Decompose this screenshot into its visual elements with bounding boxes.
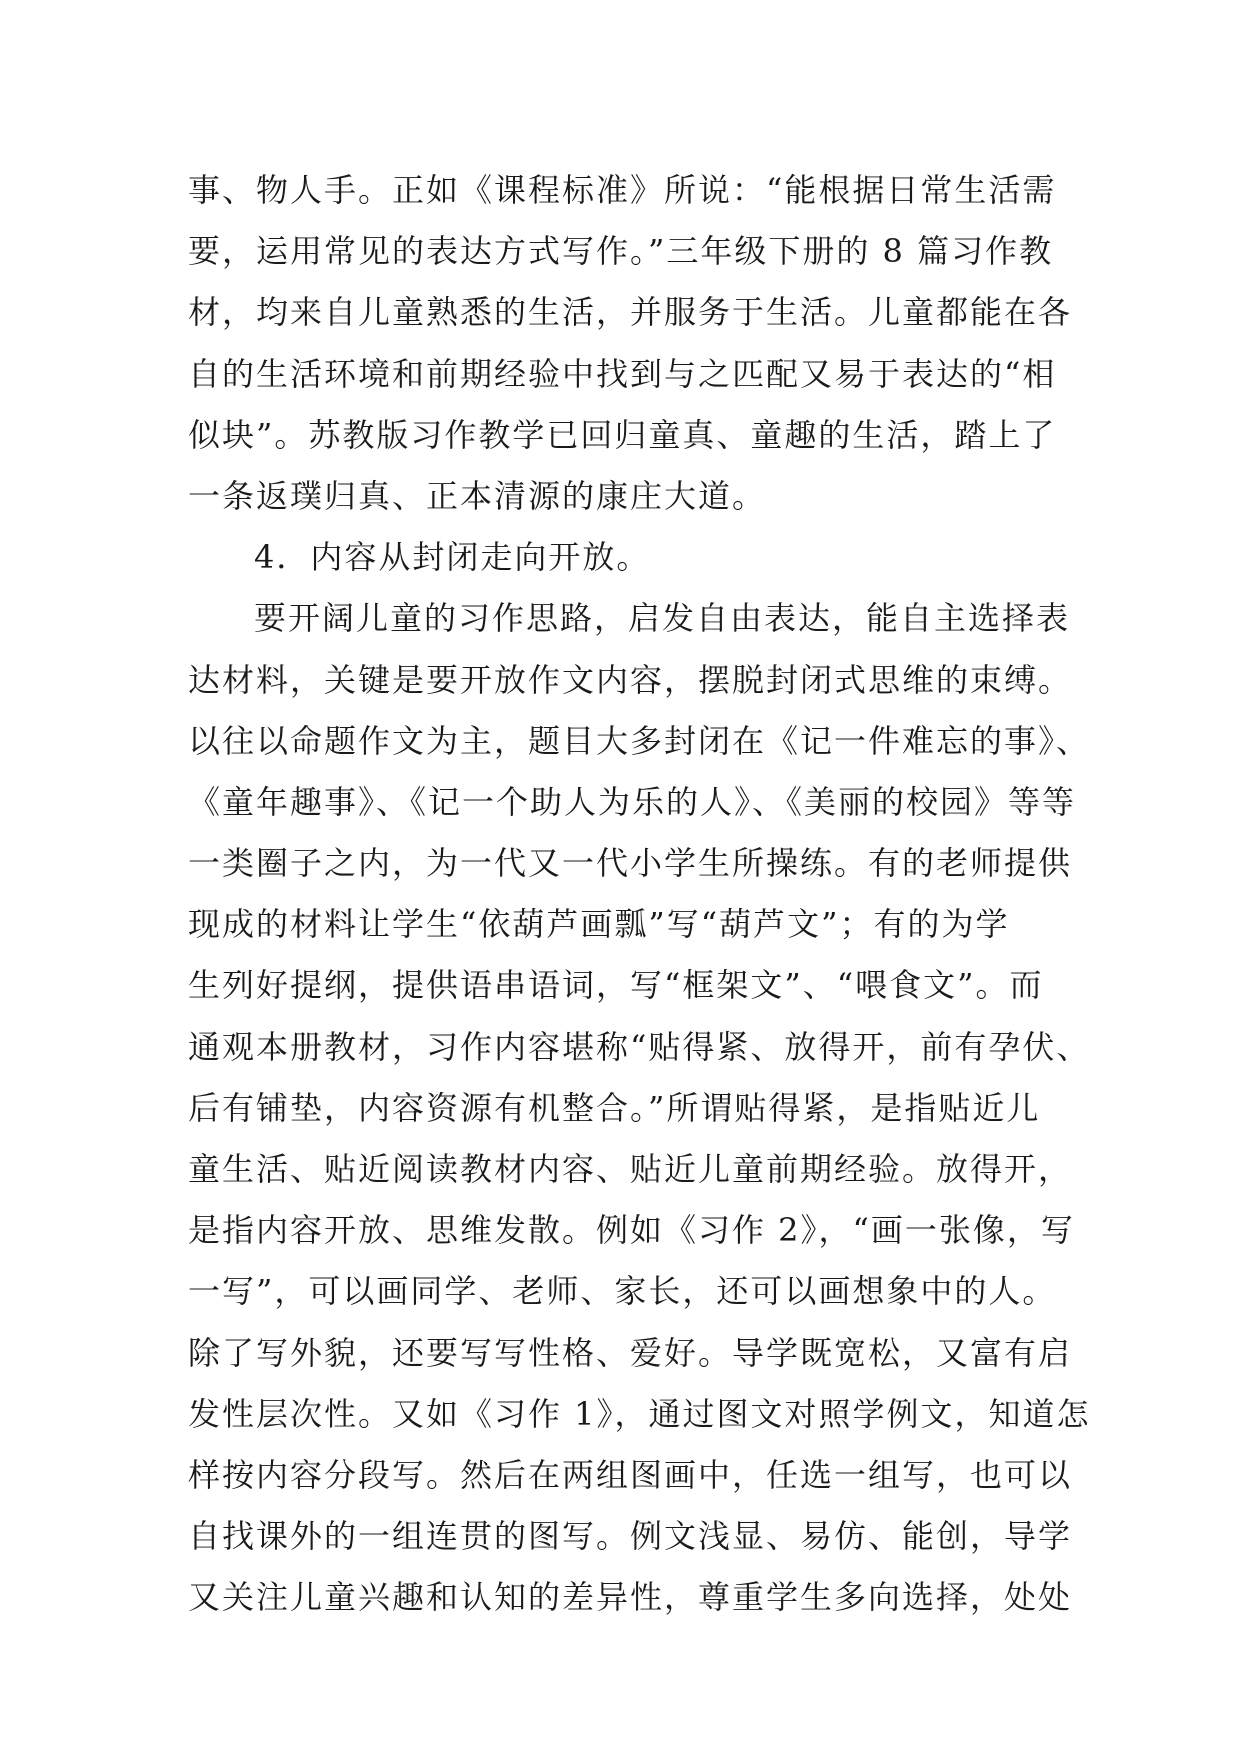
text-line: 要，运用常见的表达方式写作。”三年级下册的 8 篇习作教 xyxy=(188,232,1054,271)
text-line: 发性层次性。又如《习作 1》，通过图文对照学例文，知道怎 xyxy=(188,1394,1091,1433)
text-line: 一类圈子之内，为一代又一代小学生所操练。有的老师提供 xyxy=(188,844,1073,883)
text-line: 一写”，可以画同学、老师、家长，还可以画想象中的人。 xyxy=(188,1272,1057,1311)
text-line: 通观本册教材，习作内容堪称“贴得紧、放得开，前有孕伏、 xyxy=(188,1027,1091,1066)
text-line: 达材料，关键是要开放作文内容，摆脱封闭式思维的束缚。 xyxy=(188,660,1073,699)
text-line: 事、物人手。正如《课程标准》所说：“能根据日常生活需 xyxy=(188,171,1057,209)
text-line: 材，均来自儿童熟悉的生活，并服务于生活。儿童都能在各 xyxy=(188,293,1073,332)
text-line: 《童年趣事》、《记一个助人为乐的人》、《美丽的校园》等等 xyxy=(188,782,1077,821)
text-line: 生列好提纲，提供语串语词，写“框架文”、“喂食文”。而 xyxy=(188,966,1044,1005)
text-line: 自的生活环境和前期经验中找到与之匹配又易于表达的“相 xyxy=(188,354,1057,393)
text-line: 是指内容开放、思维发散。例如《习作 2》，“画一张像，写 xyxy=(188,1211,1075,1250)
text-line: 以往以命题作文为主，题目大多封闭在《记一件难忘的事》、 xyxy=(188,721,1091,760)
text-line: 自找课外的一组连贯的图写。例文浅显、易仿、能创，导学 xyxy=(188,1517,1073,1556)
text-line: 要开阔儿童的习作思路，启发自由表达，能自主选择表 xyxy=(254,599,1071,638)
body-text xyxy=(188,160,1091,1629)
text-line: 似块”。苏教版习作教学已回归童真、童趣的生活，踏上了 xyxy=(188,415,1057,454)
section-heading: 4．内容从封闭走向开放。 xyxy=(254,538,651,577)
text-line: 样按内容分段写。然后在两组图画中，任选一组写，也可以 xyxy=(188,1455,1073,1494)
text-line: 童生活、贴近阅读教材内容、贴近儿童前期经验。放得开， xyxy=(188,1150,1073,1188)
text-line: 后有铺垫，内容资源有机整合。”所谓贴得紧，是指贴近儿 xyxy=(188,1088,1041,1127)
text-line: 一条返璞归真、正本清源的康庄大道。 xyxy=(188,476,767,515)
text-line: 除了写外貌，还要写写性格、爱好。导学既宽松，又富有启 xyxy=(188,1333,1073,1372)
text-line: 又关注儿童兴趣和认知的差异性，尊重学生多向选择，处处 xyxy=(188,1578,1073,1617)
text-line: 现成的材料让学生“依葫芦画瓢”写“葫芦文”；有的为学 xyxy=(188,905,1010,944)
